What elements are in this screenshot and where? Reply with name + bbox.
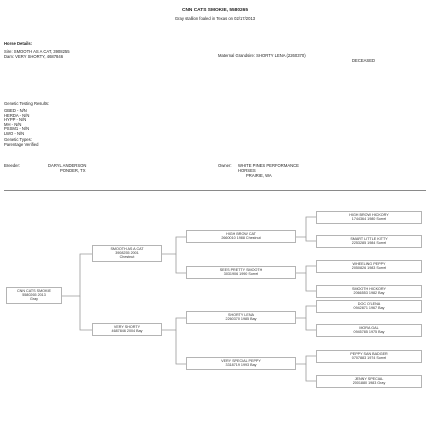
pedigree-gd1: SEES PRETTY SMOOTH 3031906 1990 Sorrel [186,266,296,279]
owner-name: WHITE PINES PERFORMANCE [238,163,299,168]
dam-line: Dam: VERY SHORTY, 4687846 [4,54,64,59]
genetic-types-label: Genetic Types: [4,137,32,142]
page-title: CNN CATS SMOKIE, 5580265 [181,8,249,13]
owner-line-2: HORSES [238,168,256,173]
pedigree-subject: CNN CATS SMOKIE 5580265 2013 Gray [6,287,62,304]
pedigree-gd2: VERY SPECIAL PEPPY 3318719 1993 Bay [186,357,296,370]
pedigree-ggs3: DOC O'LENA 0942871 1967 Bay [316,300,422,313]
breeder-label: Breeder: [4,163,21,168]
sire-line: Sire: SMOOTH AS A CAT, 3908255 [4,49,70,54]
pedigree-sire: SMOOTH AS A CAT 3908255 2001 Chestnut [92,245,162,262]
parentage-status: Parentage Verified [4,142,39,147]
genetic-test-item: PSSM1 - N/N [4,126,30,132]
genetic-testing-title: Genetic Testing Results: [4,101,50,106]
pedigree-ggd3: MORA GAL 0945785 1975 Bay [316,324,422,337]
pedigree-gs2: SHORTY LENA 2260370 1985 Bay [186,311,296,324]
genetic-test-item: HYPP - N/N [4,117,27,123]
page-subtitle: Gray stallion foaled in Texas on 02/17/2013 [174,16,256,21]
owner-label: Owner: [218,163,232,168]
genetic-test-item: MH - N/N [4,121,22,127]
pedigree-dam: VERY SHORTY 4687846 2004 Bay [92,323,162,336]
maternal-grandsire-line: Maternal Grandsire: SHORTY LENA (2260370) [218,53,306,58]
pedigree-gs1: HIGH BROW CAT 2660010 1988 Chestnut [186,230,296,243]
pedigree-ggd1: SMART LITTLE KITTY 2253285 1984 Sorrel [316,235,422,248]
horse-details-title: Horse Details: [4,41,33,46]
owner-location: PRAIRIE, WA [246,173,272,178]
breeder-location: PONDER, TX [60,168,86,173]
genetic-test-item: LWO - N/N [4,130,25,136]
maternal-grandsire-status: DECEASED [352,58,376,63]
pedigree-ggs1: HIGH BROW HICKORY 1744364 1980 Sorrel [316,211,422,224]
pedigree-ggd4: JENNY SPECIAL 2001880 1983 Gray [316,375,422,388]
breeder-name: DARYL ANDERSON [48,163,87,168]
genetic-test-item: HERDA - N/N [4,112,30,118]
pedigree-ggs2: WHEELING PEPPY 2050826 1983 Sorrel [316,260,422,273]
pedigree-ggd2: SMOOTH HICKORY 2066553 1982 Bay [316,285,422,298]
pedigree-ggs4: PEPPY SAN BADGER 0707883 1974 Sorrel [316,350,422,363]
genetic-test-item: GBED - N/N [4,108,27,113]
